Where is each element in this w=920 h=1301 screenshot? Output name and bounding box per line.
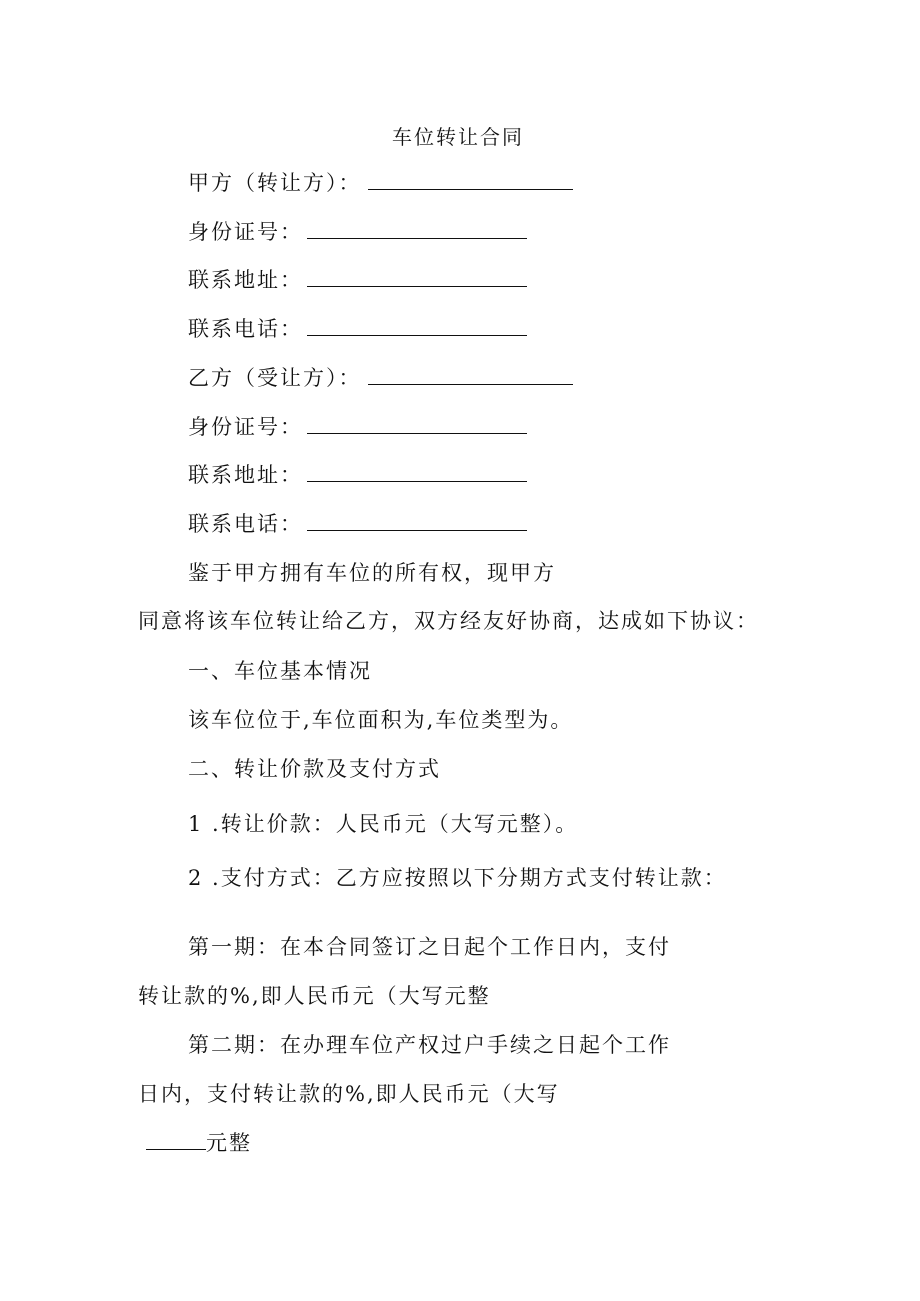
party-b-address-field[interactable] [307, 463, 527, 482]
phase-2-line-1: 第二期：在办理车位产权过户手续之日起个工作 [188, 1033, 671, 1057]
party-b-address-row [188, 462, 527, 488]
party-a-address-label: 联系地址： [188, 268, 303, 292]
party-a-heading: 甲方（转让方）： [188, 171, 362, 195]
party-a-phone-field[interactable] [307, 317, 527, 336]
party-a-phone-label: 联系电话： [188, 317, 303, 341]
party-b-name-field[interactable] [368, 366, 573, 385]
section-1-text: 该车位位于,车位面积为,车位类型为。 [188, 708, 574, 732]
party-b-heading-row [188, 365, 573, 391]
party-a-name-field[interactable] [368, 171, 573, 190]
party-a-id-field[interactable] [307, 220, 527, 239]
party-a-address-field[interactable] [307, 268, 527, 287]
preamble-line-1: 鉴于甲方拥有车位的所有权，现甲方 [188, 561, 556, 585]
party-b-phone-row [188, 511, 527, 537]
page-title: 车位转让合同 [392, 125, 524, 149]
party-b-phone-label: 联系电话： [188, 512, 303, 536]
party-b-id-field[interactable] [307, 415, 527, 434]
party-b-phone-field[interactable] [307, 512, 527, 531]
party-b-heading: 乙方（受让方）： [188, 366, 362, 390]
section-2-heading: 二、转让价款及支付方式 [188, 757, 441, 781]
phase-1-line-2: 转让款的%,即人民币元（大写元整 [138, 984, 491, 1008]
section-1-heading: 一、车位基本情况 [188, 659, 372, 683]
phase-1-line-1: 第一期：在本合同签订之日起个工作日内，支付 [188, 935, 671, 959]
party-a-phone-row [188, 316, 527, 342]
phase-2-line-3 [146, 1130, 252, 1156]
party-a-id-label: 身份证号： [188, 220, 303, 244]
preamble-line-2: 同意将该车位转让给乙方，双方经友好协商，达成如下协议： [138, 609, 759, 633]
party-b-id-label: 身份证号： [188, 415, 303, 439]
party-b-id-row [188, 414, 527, 440]
phase-2-line-2: 日内，支付转让款的%,即人民币元（大写 [138, 1082, 560, 1106]
phase-2-suffix: 元整 [206, 1131, 252, 1155]
party-a-address-row [188, 267, 527, 293]
price-clause: 1 .转让价款：人民币元（大写元整）。 [188, 812, 579, 836]
payment-method-clause: 2 .支付方式：乙方应按照以下分期方式支付转让款： [188, 866, 727, 890]
party-a-id-row [188, 219, 527, 245]
party-b-address-label: 联系地址： [188, 463, 303, 487]
phase-2-amount-field[interactable] [146, 1131, 206, 1150]
party-a-heading-row [188, 170, 573, 196]
